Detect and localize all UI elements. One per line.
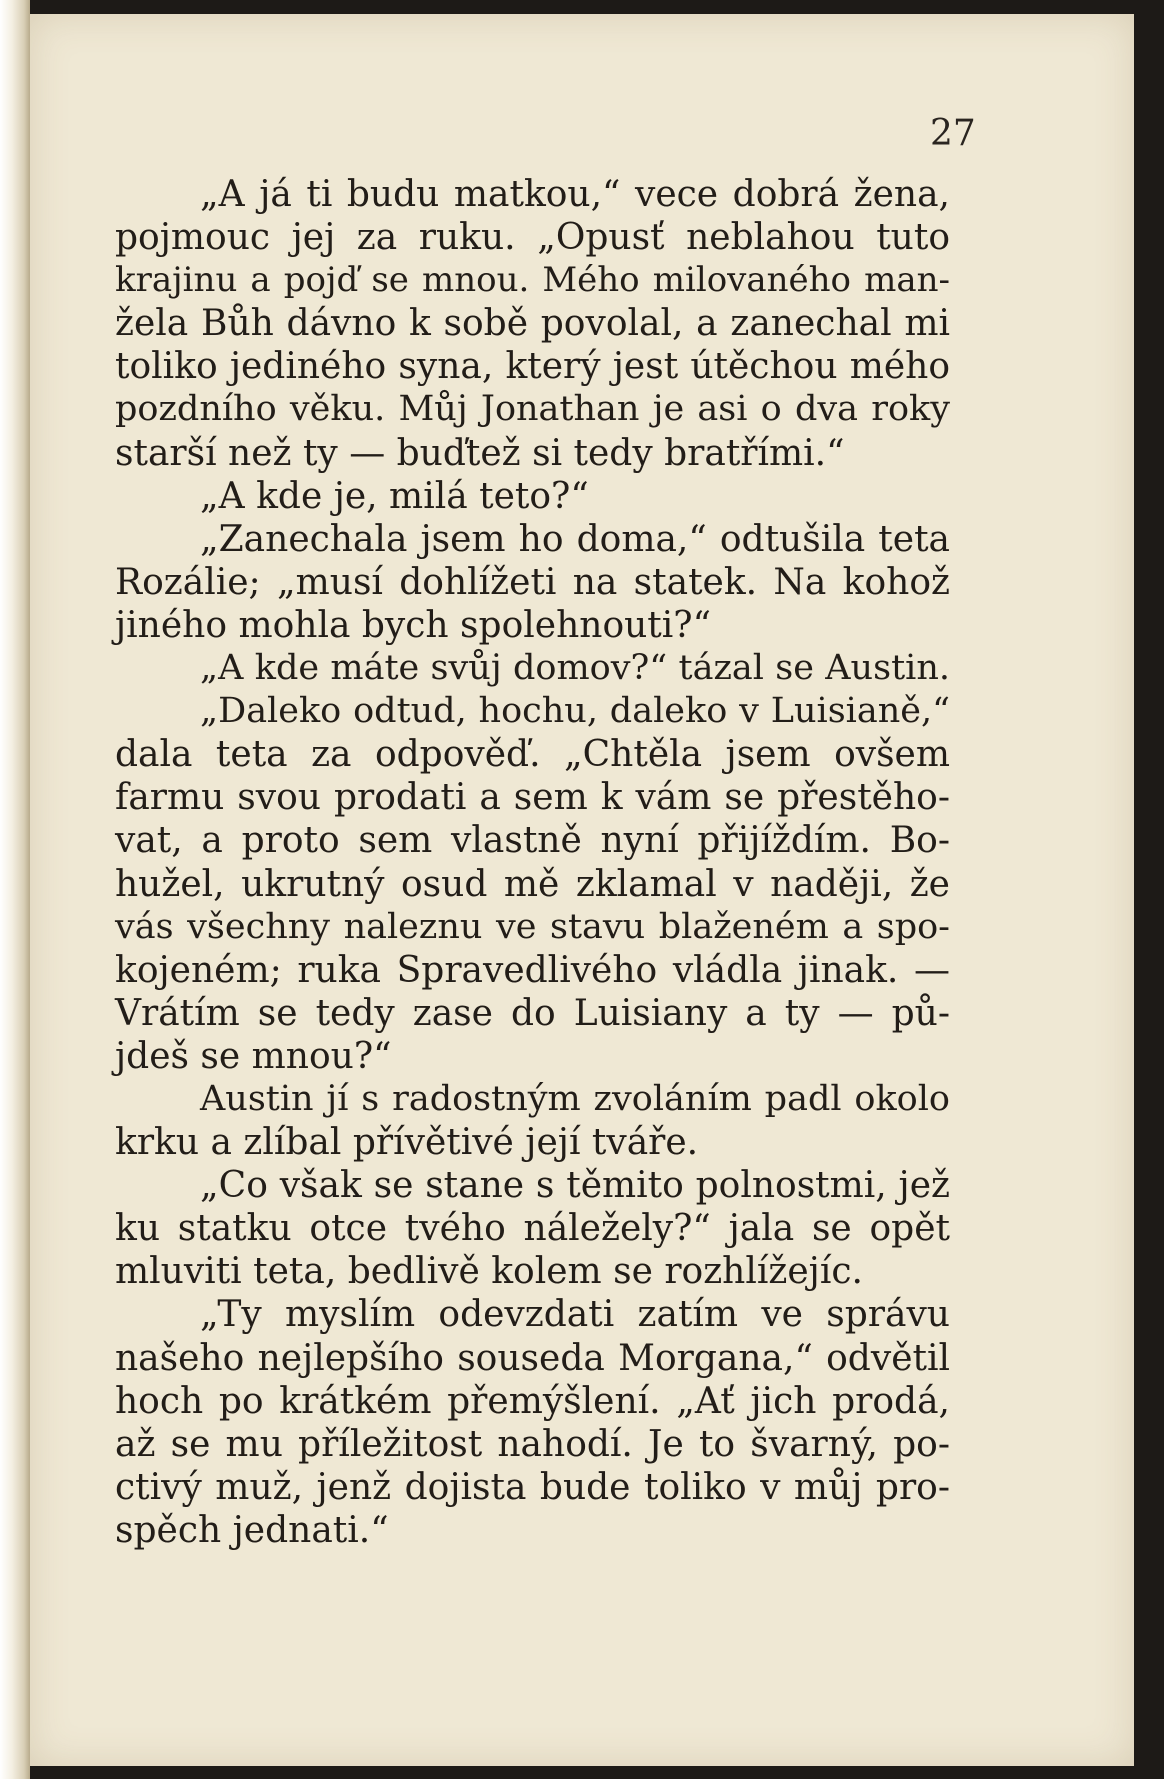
text-line: hoch po krátkém přemýšlení. „Ať jich prodá, [115, 1380, 950, 1422]
text-line: spěch jednati.“ [115, 1509, 389, 1551]
text-line: „A kde je, milá teto?“ [200, 475, 589, 517]
text-line: „Co však se stane s těmito polnostmi, jež [200, 1165, 950, 1207]
page-number: 27 [930, 113, 976, 154]
text-line: „Zanechala jsem ho doma,“ odtušila teta [200, 518, 950, 560]
text-line: našeho nejlepšího souseda Morgana,“ odvětil [115, 1337, 950, 1379]
book-spine-edge [0, 0, 30, 1779]
text-line: krku a zlíbal přívětivé její tváře. [115, 1122, 699, 1164]
text-line: „Daleko odtud, hochu, daleko v Luisianě,“ [200, 691, 950, 732]
text-line: kojeném; ruka Spravedlivého vládla jinak. — [115, 949, 950, 991]
text-line: jiného mohla bych spolehnouti?“ [115, 604, 711, 646]
text-line: „Ty myslím odevzdati zatím ve správu [200, 1294, 950, 1336]
text-line: Vrátím se tedy zase do Luisiany a ty — pů- [115, 992, 950, 1034]
text-line: farmu svou prodati a sem k vám se přestěho- [115, 777, 950, 819]
text-line: dala teta za odpověď. „Chtěla jsem ovšem [115, 734, 950, 776]
text-line: mluviti teta, bedlivě kolem se rozhlížejíc. [115, 1251, 863, 1293]
text-line: krajinu a pojď se mnou. Mého milovaného man- [115, 260, 950, 301]
text-line: starší než ty — buďtež si tedy bratřími.“ [115, 432, 845, 474]
text-line: Rozálie; „musí dohlížeti na statek. Na kohož [115, 561, 950, 603]
text-line: Austin jí s radostným zvoláním padl okolo [200, 1078, 950, 1119]
text-line: „A já ti budu matkou,“ vece dobrá žena, [200, 174, 950, 215]
text-line: hužel, ukrutný osud mě zklamal v naději, že [115, 863, 950, 905]
book-page [30, 14, 1134, 1766]
text-line: pozdního věku. Můj Jonathan je asi o dva roky [115, 389, 950, 430]
text-line: vat, a proto sem vlastně nyní přijíždím. Bo- [115, 820, 950, 862]
body-text [115, 173, 950, 1552]
text-line: až se mu příležitost nahodí. Je to švarný, po- [115, 1423, 950, 1465]
text-line: žela Bůh dávno k sobě povolal, a zanechal mi [115, 303, 950, 345]
text-line: toliko jediného syna, který jest útěchou mého [115, 346, 950, 388]
text-line: pojmouc jej za ruku. „Opusť neblahou tuto [115, 217, 950, 259]
text-line: ku statku otce tvého náležely?“ jala se opět [115, 1208, 950, 1250]
text-line: „A kde máte svůj domov?“ tázal se Austin. [200, 648, 950, 689]
text-line: ctivý muž, jenž dojista bude toliko v můj pro- [115, 1466, 950, 1508]
text-line: jdeš se mnou?“ [115, 1035, 392, 1077]
text-line: vás všechny naleznu ve stavu blaženém a spo- [115, 906, 950, 947]
